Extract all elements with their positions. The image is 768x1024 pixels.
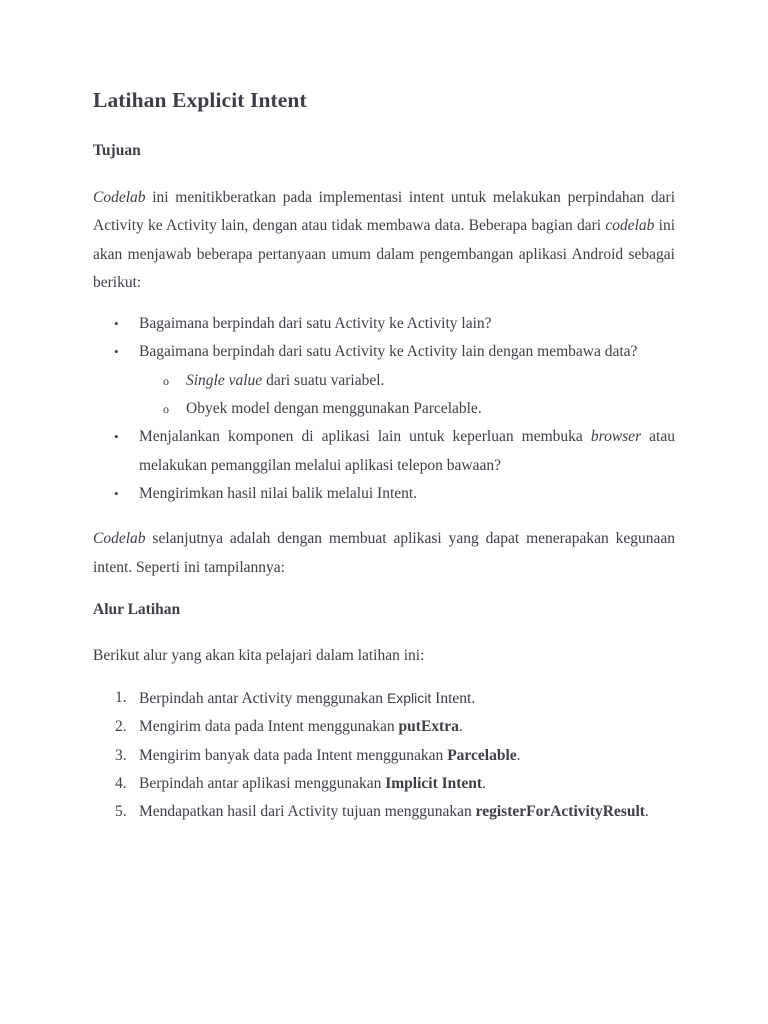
list-item-text: atau melakukan pemanggilan melalui aplikasi telepon bawaan?: [139, 428, 675, 474]
body-paragraph: [93, 525, 675, 582]
step-number: 1.: [115, 689, 127, 707]
step-keyword: Implicit Intent: [385, 775, 483, 793]
intro-text-1: ini menitikberatkan pada implementasi intent untuk melakukan perpindahan dari Activity ke Activity lain, dengan atau tidak membawa data. Beberapa bagian dari: [93, 189, 675, 235]
step-item: [93, 798, 675, 826]
step-keyword: putExtra: [398, 718, 459, 736]
list-item-text: Bagaimana berpindah dari satu Activity ke Activity lain?: [139, 315, 492, 333]
step-text: Mengirim data pada Intent menggunakan: [139, 718, 399, 736]
step-text: Mengirim banyak data pada Intent menggunakan: [139, 746, 448, 764]
codelab-term: Codelab: [93, 189, 146, 206]
step-code-text: Explicit: [386, 690, 432, 707]
bullet-icon: •: [114, 485, 119, 501]
alur-intro-paragraph: Berikut alur yang akan kita pelajari dalam latihan ini:: [93, 646, 425, 664]
bullet-icon: •: [114, 344, 119, 360]
step-text: .: [644, 803, 649, 821]
section-heading-alur-latihan: Alur Latihan: [93, 600, 181, 618]
step-text: Berpindah antar Activity menggunakan: [139, 690, 387, 708]
circle-bullet-icon: o: [163, 373, 169, 388]
step-item: [93, 770, 675, 798]
emphasis-text: Single value: [186, 371, 263, 389]
steps-list: [93, 684, 675, 826]
step-text: Berpindah antar aplikasi menggunakan: [139, 775, 386, 793]
list-item-text: Mengirimkan hasil nilai balik melalui Intent.: [139, 484, 418, 502]
bullet-icon: •: [114, 429, 119, 445]
sub-list-item: [139, 367, 675, 395]
step-number: 3.: [115, 746, 127, 764]
step-text: .: [482, 775, 486, 793]
sub-list: [139, 367, 675, 424]
codelab-term: codelab: [605, 217, 655, 235]
step-item: [93, 742, 675, 770]
step-number: 5.: [115, 803, 127, 821]
step-keyword: Parcelable: [447, 746, 517, 764]
list-item: [93, 423, 675, 480]
step-number: 2.: [115, 718, 127, 736]
list-item: [93, 338, 675, 423]
bullet-icon: •: [114, 316, 119, 332]
sub-list-item: [139, 395, 675, 423]
intro-paragraph: [93, 184, 675, 297]
sub-list-item-text: dari suatu variabel.: [262, 371, 385, 389]
step-item: [93, 684, 675, 713]
intro-text-2: ini akan menjawab beberapa pertanyaan umum dalam pengembangan aplikasi Android sebagai berikut:: [93, 217, 675, 291]
question-list: [93, 310, 675, 508]
step-keyword: registerForActivityResult: [475, 803, 645, 821]
emphasis-text: browser: [590, 428, 642, 446]
codelab-term: Codelab: [93, 530, 146, 548]
section-heading-tujuan: Tujuan: [93, 142, 141, 159]
step-text: Mendapatkan hasil dari Activity tujuan menggunakan: [139, 803, 476, 821]
circle-bullet-icon: o: [163, 402, 169, 417]
page-title: Latihan Explicit Intent: [93, 88, 307, 112]
step-text: .: [458, 718, 463, 736]
step-number: 4.: [115, 775, 127, 793]
step-text: .: [516, 746, 521, 764]
document-page: [93, 86, 675, 827]
step-text: Intent.: [431, 690, 476, 708]
list-item-text: Menjalankan komponen di aplikasi lain untuk keperluan membuka: [139, 428, 591, 446]
body-paragraph-text: selanjutnya adalah dengan membuat aplikasi yang dapat menerapakan kegunaan intent. Seperti ini tampilannya:: [93, 530, 675, 576]
step-item: [93, 713, 675, 741]
list-item: [93, 480, 675, 508]
sub-list-item-text: Obyek model dengan menggunakan Parcelable.: [186, 400, 482, 418]
list-item: [93, 310, 675, 338]
list-item-text: Bagaimana berpindah dari satu Activity ke Activity lain dengan membawa data?: [139, 343, 638, 361]
